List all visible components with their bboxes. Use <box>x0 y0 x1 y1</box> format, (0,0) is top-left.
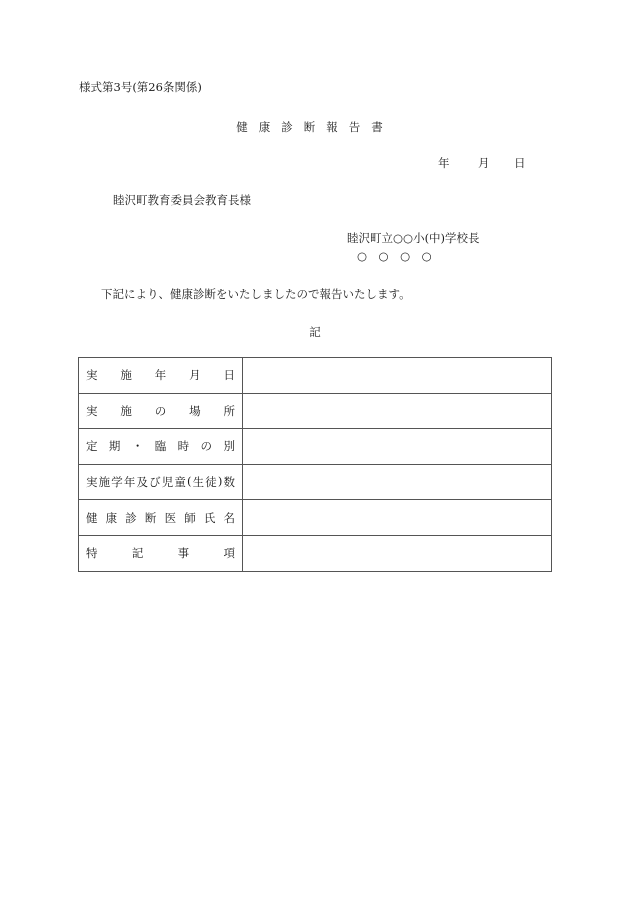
row-value-cell[interactable] <box>243 429 552 465</box>
table-row <box>79 429 552 465</box>
row-value-cell[interactable] <box>243 358 552 394</box>
sender-organization: 睦沢町立○○小(中)学校長 <box>347 231 480 245</box>
date-day-label: 日 <box>514 156 526 170</box>
row-label-cell <box>79 429 243 465</box>
row-label: 実 施 の 場 所 <box>86 403 235 418</box>
row-value-cell[interactable] <box>243 500 552 536</box>
row-value-cell[interactable] <box>243 535 552 571</box>
row-value-cell[interactable] <box>243 393 552 429</box>
row-label-cell <box>79 358 243 394</box>
date-month-label: 月 <box>478 156 490 170</box>
row-label-cell <box>79 500 243 536</box>
recipient: 睦沢町教育委員会教育長様 <box>113 193 251 207</box>
row-label: 特 記 事 項 <box>86 546 235 561</box>
document-title: 健康診断報告書 <box>236 120 394 134</box>
table-row <box>79 500 552 536</box>
table-row <box>79 464 552 500</box>
table-row <box>79 535 552 571</box>
row-value-cell[interactable] <box>243 464 552 500</box>
ki-heading: 記 <box>309 325 321 339</box>
row-label: 実 施 学 年 及 び 児 童 ( 生 徒 ) 数 <box>86 474 235 490</box>
date-year-label: 年 <box>438 156 450 170</box>
row-label: 健 康 診 断 医 師 氏 名 <box>86 510 235 525</box>
date-line <box>438 155 526 171</box>
row-label-cell <box>79 535 243 571</box>
row-label-cell <box>79 464 243 500</box>
table-row <box>79 358 552 394</box>
row-label: 定 期 ・ 臨 時 の 別 <box>86 439 235 454</box>
body-text: 下記により、健康診断をいたしましたので報告いたします。 <box>101 287 411 301</box>
row-label-cell <box>79 393 243 429</box>
table-row <box>79 393 552 429</box>
row-label: 実 施 年 月 日 <box>86 368 235 383</box>
report-table <box>78 357 552 572</box>
sender-name-placeholder: ○ ○ ○ ○ <box>357 249 432 263</box>
form-number: 様式第3号(第26条関係) <box>79 80 202 94</box>
